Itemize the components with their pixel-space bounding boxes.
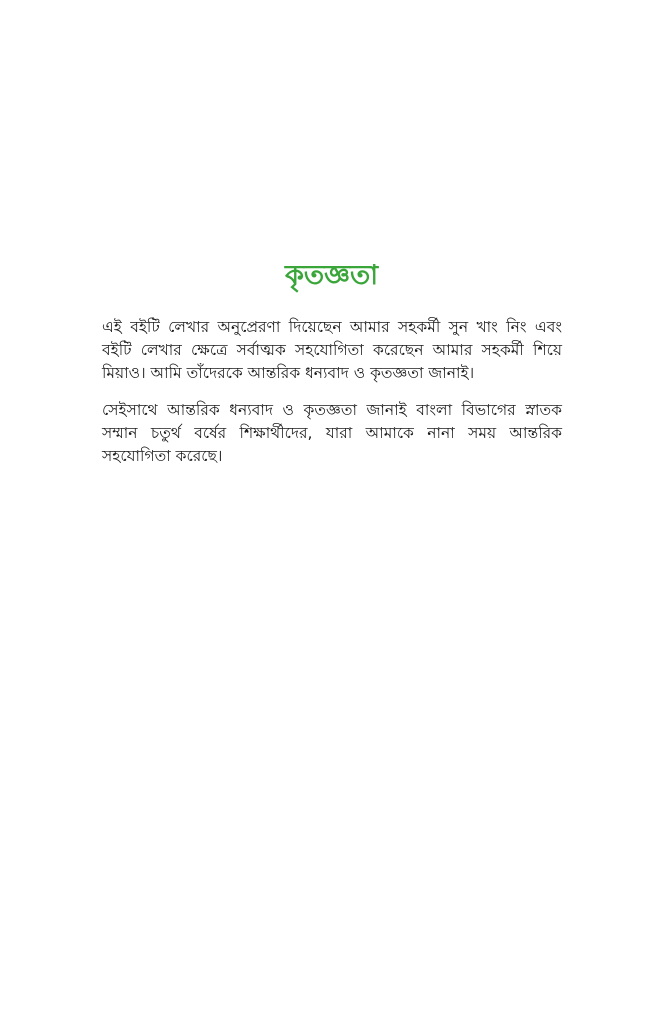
paragraph-2: সেইসাথে আন্তরিক ধন্যবাদ ও কৃতজ্ঞতা জানাই বাংলা বিভাগের স্নাতক সম্মান চতুর্থ বর্ষের শিক্ষার্থীদের, যারা আমাকে নানা সময় আন্তরিক সহযোগিতা করেছে।: [102, 401, 562, 465]
page-title: কৃতজ্ঞতা: [284, 260, 379, 291]
paragraph-1: এই বইটি লেখার অনুপ্রেরণা দিয়েছেন আমার সহকর্মী সুন খাং নিং এবং বইটি লেখার ক্ষেত্রে সর্বাত্মক সহযোগিতা করেছেন আমার সহকর্মী শিয়ে মিয়াও। আমি তাঁদেরকে আন্তরিক ধন্যবাদ ও কৃতজ্ঞতা জানাই।: [102, 318, 562, 382]
acknowledgement-body: [102, 316, 562, 482]
